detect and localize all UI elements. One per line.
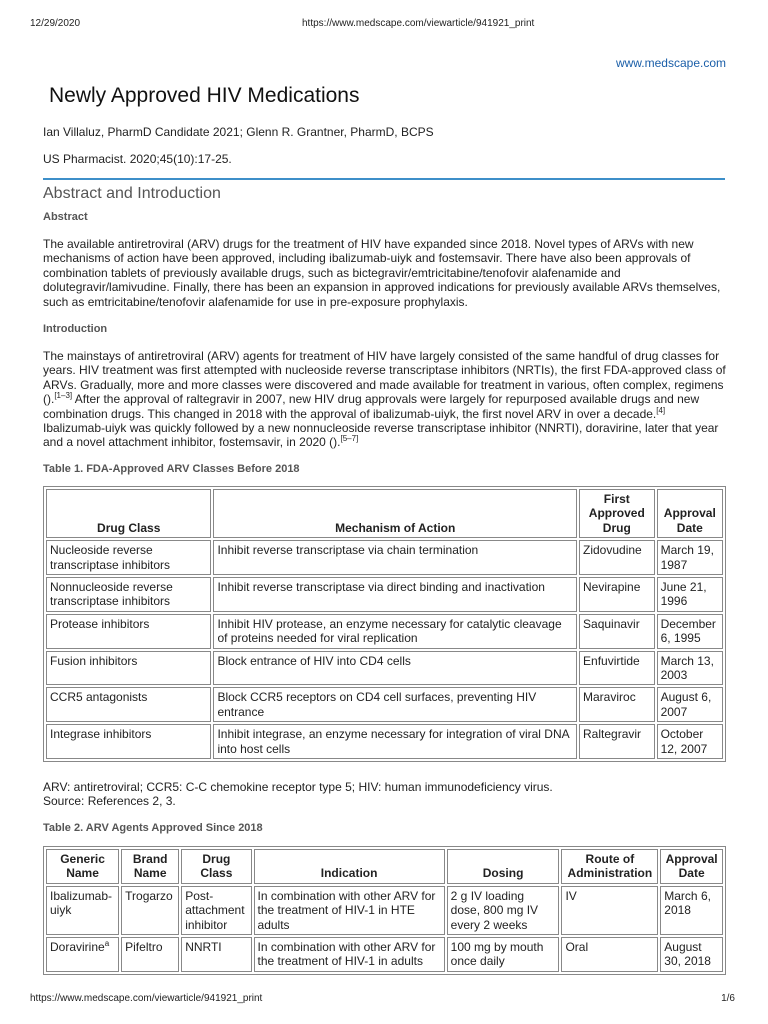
article-authors: Ian Villaluz, PharmD Candidate 2021; Glenn R. Grantner, PharmD, BCPS: [43, 125, 434, 139]
table1-header: First Approved Drug: [579, 489, 655, 538]
table-cell: Doravirine$^a$: [46, 937, 119, 972]
table1-header: Drug Class: [46, 489, 211, 538]
table-cell: June 21, 1996: [657, 577, 723, 612]
table2-caption: Table 2. ARV Agents Approved Since 2018: [43, 822, 263, 834]
table-cell: December 6, 1995: [657, 614, 723, 649]
table1-header: Mechanism of Action: [213, 489, 577, 538]
table-cell: Nucleoside reverse transcriptase inhibitors: [46, 540, 211, 575]
table-cell: Saquinavir: [579, 614, 655, 649]
table-row: [46, 937, 723, 972]
table-cell: October 12, 2007: [657, 724, 723, 759]
table-cell: Pifeltro: [121, 937, 179, 972]
article-citation: US Pharmacist. 2020;45(10):17-25.: [43, 152, 232, 166]
reference-link[interactable]: [5–7]: [340, 434, 359, 444]
table-cell: Enfuvirtide: [579, 651, 655, 686]
table2-header: Generic Name: [46, 849, 119, 884]
table-cell: IV: [561, 886, 658, 935]
table-cell: Nevirapine: [579, 577, 655, 612]
table-row: [46, 614, 723, 649]
table-cell: Maraviroc: [579, 687, 655, 722]
reference-link[interactable]: [4]: [656, 405, 666, 415]
table-cell: Protease inhibitors: [46, 614, 211, 649]
table-cell: Zidovudine: [579, 540, 655, 575]
table-cell: Ibalizumab-uiyk: [46, 886, 119, 935]
table-cell: August 6, 2007: [657, 687, 723, 722]
abstract-text: The available antiretroviral (ARV) drugs for the treatment of HIV have expanded since 2018. Novel types of ARVs with new mechanisms of action have been approved, including ibalizumab-uiyk and fostemsavir. There have also been approvals of combination tablets of previously available drugs, such as bictegravir/emtricitabine/tenofovir alafenamide and dolutegravir/lamivudine. Finally, there has been an expansion in approved indications for previously available ARVs themselves, such as emtricitabine/tenofovir alafenamide for use in pre-exposure prophylaxis.: [43, 237, 721, 309]
table-cell: Block entrance of HIV into CD4 cells: [213, 651, 577, 686]
table1-footnote: ARV: antiretroviral; CCR5: C-C chemokine receptor type 5; HIV: human immunodeficiency virus.: [43, 780, 553, 794]
table-cell: 2 g IV loading dose, 800 mg IV every 2 weeks: [447, 886, 560, 935]
table-cell: Inhibit integrase, an enzyme necessary for integration of viral DNA into host cells: [213, 724, 577, 759]
table-cell: Fusion inhibitors: [46, 651, 211, 686]
table-cell: CCR5 antagonists: [46, 687, 211, 722]
table1-caption: Table 1. FDA-Approved ARV Classes Before 2018: [43, 463, 300, 475]
abstract-heading: Abstract: [43, 211, 88, 223]
table-cell: In combination with other ARV for the treatment of HIV-1 in adults: [254, 937, 445, 972]
introduction-heading: Introduction: [43, 323, 108, 335]
table1-header: Approval Date: [657, 489, 723, 538]
medscape-link[interactable]: www.medscape.com: [615, 56, 726, 70]
section-divider: [43, 178, 725, 180]
table-cell: March 6, 2018: [660, 886, 723, 935]
table-row: [46, 540, 723, 575]
table1-source: Source: References 2, 3.: [43, 794, 176, 808]
table-cell: 100 mg by mouth once daily: [447, 937, 560, 972]
table2-header: Approval Date: [660, 849, 723, 884]
table-cell: Raltegravir: [579, 724, 655, 759]
table-cell: Integrase inhibitors: [46, 724, 211, 759]
table1: [43, 486, 726, 762]
table-cell: March 13, 2003: [657, 651, 723, 686]
table2-header: Drug Class: [181, 849, 251, 884]
table-cell: Oral: [561, 937, 658, 972]
footer-url: https://www.medscape.com/viewarticle/941921_print: [30, 993, 263, 1004]
table-cell: Inhibit HIV protease, an enzyme necessary for catalytic cleavage of proteins needed for viral replication: [213, 614, 577, 649]
table2-header-row: [46, 849, 723, 884]
table-cell: Inhibit reverse transcriptase via direct binding and inactivation: [213, 577, 577, 612]
table-cell: March 19, 1987: [657, 540, 723, 575]
table-cell: Nonnucleoside reverse transcriptase inhibitors: [46, 577, 211, 612]
print-date: 12/29/2020: [30, 18, 81, 29]
table-row: [46, 651, 723, 686]
table-row: [46, 577, 723, 612]
table2-header: Brand Name: [121, 849, 179, 884]
table-row: [46, 724, 723, 759]
reference-link[interactable]: [1–3]: [54, 391, 73, 401]
table-cell: Post-attachment inhibitor: [181, 886, 251, 935]
introduction-text: The mainstays of antiretroviral (ARV) agents for treatment of HIV have largely consisted of the same handful of drug classes for years. HIV treatment was first attempted with nucleoside reverse transcriptase inhibitors (NRTIs), the first FDA-approved class of ARVs. Gradually, more and more classes were discovered and made available for treatment in various, often complex, regimens ().[1–3] After the approval of raltegravir in 2007, new HIV drug approvals were largely for repurposed available drugs and new combination drugs. This changed in 2018 with the approval of ibalizumab-uiyk, the first novel ARV in over a decade.[4] Ibalizumab-uiyk was quickly followed by a new nonnucleoside reverse transcriptase inhibitor (NNRTI), doravirine, later that year and a novel attachment inhibitor, fostemsavir, in 2020 ().[5–7]: [43, 349, 726, 450]
table-row: [46, 687, 723, 722]
article-title: Newly Approved HIV Medications: [49, 84, 360, 107]
footnote-marker[interactable]: a: [104, 939, 110, 949]
table2: [43, 846, 726, 975]
table2-header: Route of Administration: [561, 849, 658, 884]
table2-header: Dosing: [447, 849, 560, 884]
table-cell: August 30, 2018: [660, 937, 723, 972]
table-cell: Trogarzo: [121, 886, 179, 935]
section-title: Abstract and Introduction: [43, 185, 221, 202]
table1-header-row: [46, 489, 723, 538]
table-cell: Inhibit reverse transcriptase via chain termination: [213, 540, 577, 575]
table-cell: NNRTI: [181, 937, 251, 972]
page-number: 1/6: [721, 993, 735, 1004]
page-bottom-margin: [0, 984, 768, 1024]
table-cell: In combination with other ARV for the treatment of HIV-1 in HTE adults: [254, 886, 445, 935]
print-url: https://www.medscape.com/viewarticle/941921_print: [302, 18, 535, 29]
table2-header: Indication: [254, 849, 445, 884]
table-cell: Block CCR5 receptors on CD4 cell surfaces, preventing HIV entrance: [213, 687, 577, 722]
table-row: [46, 886, 723, 935]
